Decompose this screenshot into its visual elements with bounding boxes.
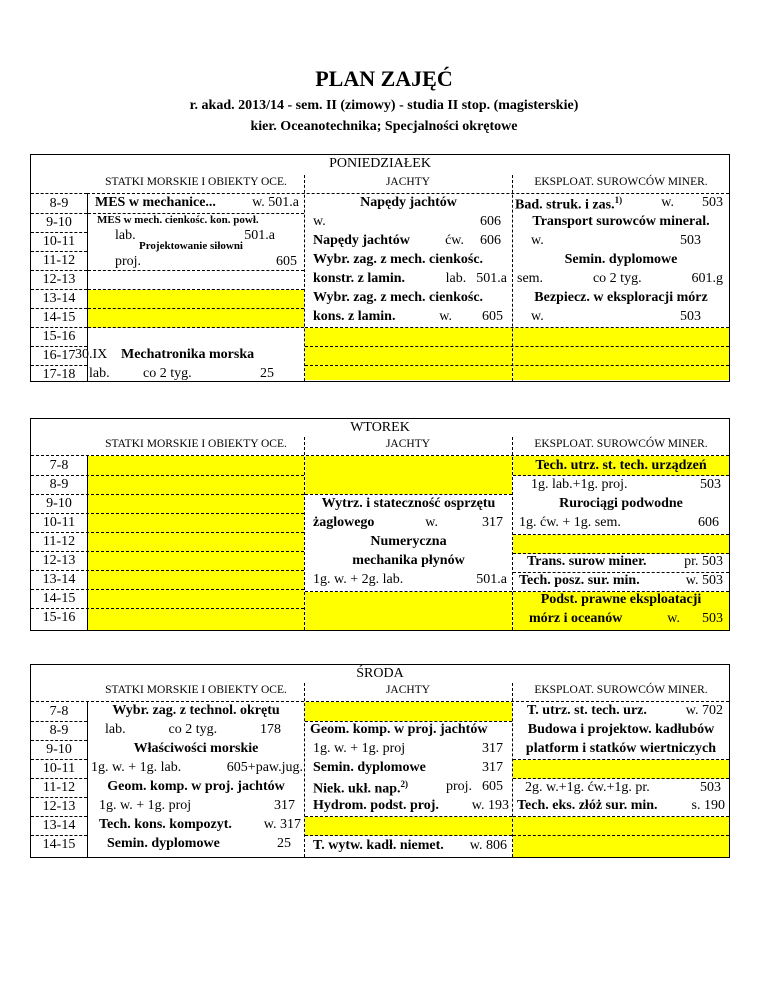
empty-slot [513,817,729,857]
class-semin-dyplomowe-jachty: Semin. dyplomowe 317 [313,760,503,775]
day-wednesday [30,664,730,858]
time-slot: 8-9 [49,196,69,211]
time-slot: 15-16 [42,610,76,625]
class-geom-komp-jachty-info: 1g. w. + 1g. proj 317 [313,741,503,756]
class-hydrom: Hydrom. podst. proj. w. 193 [313,798,509,813]
time-slot: 12-13 [42,799,76,814]
class-geom-komp-jachty: Geom. komp. w proj. jachtów [310,722,488,737]
day-tuesday [30,418,730,631]
time-slot: 11-12 [42,780,76,795]
class-wybr-zag-w: Wybr. zag. z mech. cienkośc. [313,290,484,305]
empty-slot [513,760,729,779]
time-slot: 7-8 [49,704,69,719]
class-bezpiecz: Bezpiecz. w eksploracji mórz [534,290,708,305]
col-header-eksploat: EKSPLOAT. SUROWCÓW MINER. [534,176,708,188]
empty-slot [513,535,729,554]
col-header-jachty: JACHTY [385,176,431,188]
class-rurociagi-info: 1g. ćw. + 1g. sem. 606 [519,515,719,530]
time-slot: 12-13 [42,553,76,568]
class-rurociagi: Rurociągi podwodne [559,496,683,511]
time-column [31,456,88,630]
class-wybr-zag-technol-info: lab. co 2 tyg. 178 [105,722,281,737]
class-wlasciwosci-morskie: Właściwości morskie [133,741,259,756]
day-name: WTOREK [350,420,410,435]
time-slot: 8-9 [49,723,69,738]
class-tech-utrz: Tech. utrz. st. tech. urządzeń [535,458,707,473]
empty-slot [305,456,512,494]
time-slot: 11-12 [42,253,76,268]
class-bezpiecz-info: w. 503 [531,309,701,324]
time-slot: 10-11 [42,234,76,249]
subtitle-academic-year: r. akad. 2013/14 - sem. II (zimowy) - studia II stop. (magisterskie) [189,98,579,113]
class-napedy-jachtow: Napędy jachtów [360,195,457,210]
empty-slot [305,328,512,380]
col-header-jachty: JACHTY [385,684,431,696]
class-wytrz-info: żaglowego w. 317 [313,515,503,530]
class-budowa-projektow-2: platform i statków wiertniczych [525,741,717,756]
empty-slot [88,290,304,328]
empty-slot [88,456,304,630]
time-slot: 14-15 [42,310,76,325]
time-slot: 15-16 [42,329,76,344]
class-numeryczna: Numeryczna [370,534,447,549]
class-geom-komp-statki-info: 1g. w. + 1g. proj 317 [99,798,295,813]
empty-slot [305,817,512,836]
time-slot: 13-14 [42,572,76,587]
class-wybr-zag-lab: Wybr. zag. z mech. cienkośc. [313,252,484,267]
day-name: PONIEDZIAŁEK [329,156,431,171]
time-slot: 14-15 [42,837,76,852]
col-header-eksploat: EKSPLOAT. SUROWCÓW MINER. [534,684,708,696]
class-tech-utrz-info: 1g. lab.+1g. proj. 503 [531,477,721,492]
col-header-eksploat: EKSPLOAT. SUROWCÓW MINER. [534,438,708,450]
class-wybr-zag-lab-info: konstr. z lamin. lab. 501.a [313,271,507,286]
class-wlasciwosci-info: 1g. w. + 1g. lab. 605+paw.jug. [91,760,303,775]
time-slot: 12-13 [42,272,76,287]
class-wytrz-osprzetu: Wytrz. i stateczność osprzętu [321,496,496,511]
empty-slot [305,592,512,630]
class-numeryczna-info: 1g. w. + 2g. lab. 501.a [313,572,507,587]
class-podst-prawne-info: mórz i oceanów w. 503 [529,611,723,626]
time-slot: 7-8 [49,458,69,473]
class-wybr-zag-technol: Wybr. zag. z technol. okrętu [112,703,280,718]
class-semin-dyplomowe: Semin. dyplomowe [564,252,678,267]
class-tech-posz: Tech. posz. sur. min. w. 503 [519,573,723,588]
class-tech-eks-zloz: Tech. eks. złóż sur. min. s. 190 [517,798,725,813]
class-mes-mechanice: MES w mechanice... w. 501.a [95,195,299,210]
class-trans-surow: Trans. surow miner. pr. 503 [527,554,723,569]
time-slot: 13-14 [42,291,76,306]
class-napedy-cw: Napędy jachtów ćw. 606 [313,233,501,248]
class-mechatronika-room: 25 [260,366,274,381]
time-slot: 10-11 [42,761,76,776]
empty-slot [513,328,729,380]
class-niek-ukl-nap: Niek. ukł. nap.$^{2)}$ proj. 605 [313,779,503,797]
class-transport-info: w. 503 [531,233,701,248]
col-header-statki: STATKI MORSKIE I OBIEKTY OCE. [105,438,287,450]
class-semin-info: sem. co 2 tyg. 601.g [517,271,723,286]
class-podst-prawne: Podst. prawne eksploatacji [540,592,702,607]
time-slot: 9-10 [46,215,72,230]
class-budowa-info: 2g. w.+1g. ćw.+1g. pr. 503 [525,780,721,795]
class-mechatronika-freq: co 2 tyg. [143,366,192,381]
class-mes-cienkosc-info: lab. 501.a [115,228,275,243]
time-slot: 13-14 [42,818,76,833]
time-slot: 9-10 [46,496,72,511]
time-column [31,702,88,857]
col-header-jachty: JACHTY [385,438,431,450]
class-transport-surowcow: Transport surowców mineral. [532,214,710,229]
day-monday [30,154,730,382]
empty-slot [305,702,512,721]
header-divider [87,193,729,194]
class-budowa-projektow: Budowa i projektow. kadłubów [527,722,715,737]
time-slot: 16-17 [42,348,76,363]
class-mechatronika: Mechatronika morska [121,347,255,362]
class-bad-struk: Bad. struk. i zas.$^{1)}$ w. 503 [515,195,723,213]
class-mechatronika-type: lab. [89,366,110,381]
page-title: PLAN ZAJĘĆ [315,66,453,91]
class-mechanika-plynow: mechanika płynów [352,553,465,568]
time-slot: 11-12 [42,534,76,549]
class-geom-komp-statki: Geom. komp. w proj. jachtów [107,779,285,794]
col-header-statki: STATKI MORSKIE I OBIEKTY OCE. [105,684,287,696]
class-projektowanie-info: proj. 605 [115,254,297,269]
day-name: ŚRODA [356,666,404,681]
time-slot: 10-11 [42,515,76,530]
class-projektowanie-silowni: Projektowanie siłowni [139,240,243,252]
class-tech-kons-kompozyt: Tech. kons. kompozyt. w. 317 [99,817,301,832]
subtitle-specialization: kier. Oceanotechnika; Specjalności okrętowe [250,119,518,134]
class-t-wytw-kadl: T. wytw. kadł. niemet. w. 806 [313,838,507,853]
class-t-utrz: T. utrz. st. tech. urz. w. 702 [527,703,723,718]
col-header-statki: STATKI MORSKIE I OBIEKTY OCE. [105,176,287,188]
class-mechatronika-date: 30.IX [75,347,108,362]
class-wybr-zag-w-info: kons. z lamin. w. 605 [313,309,503,324]
time-slot: 9-10 [46,742,72,757]
time-slot: 17-18 [42,367,76,382]
class-mes-cienkosc: MES w mech. cienkośc. kon. powł. [97,214,259,226]
time-slot: 8-9 [49,477,69,492]
class-napedy-info: w. 606 [313,214,501,229]
time-slot: 14-15 [42,591,76,606]
class-semin-dyplomowe-statki: Semin. dyplomowe 25 [107,836,291,851]
